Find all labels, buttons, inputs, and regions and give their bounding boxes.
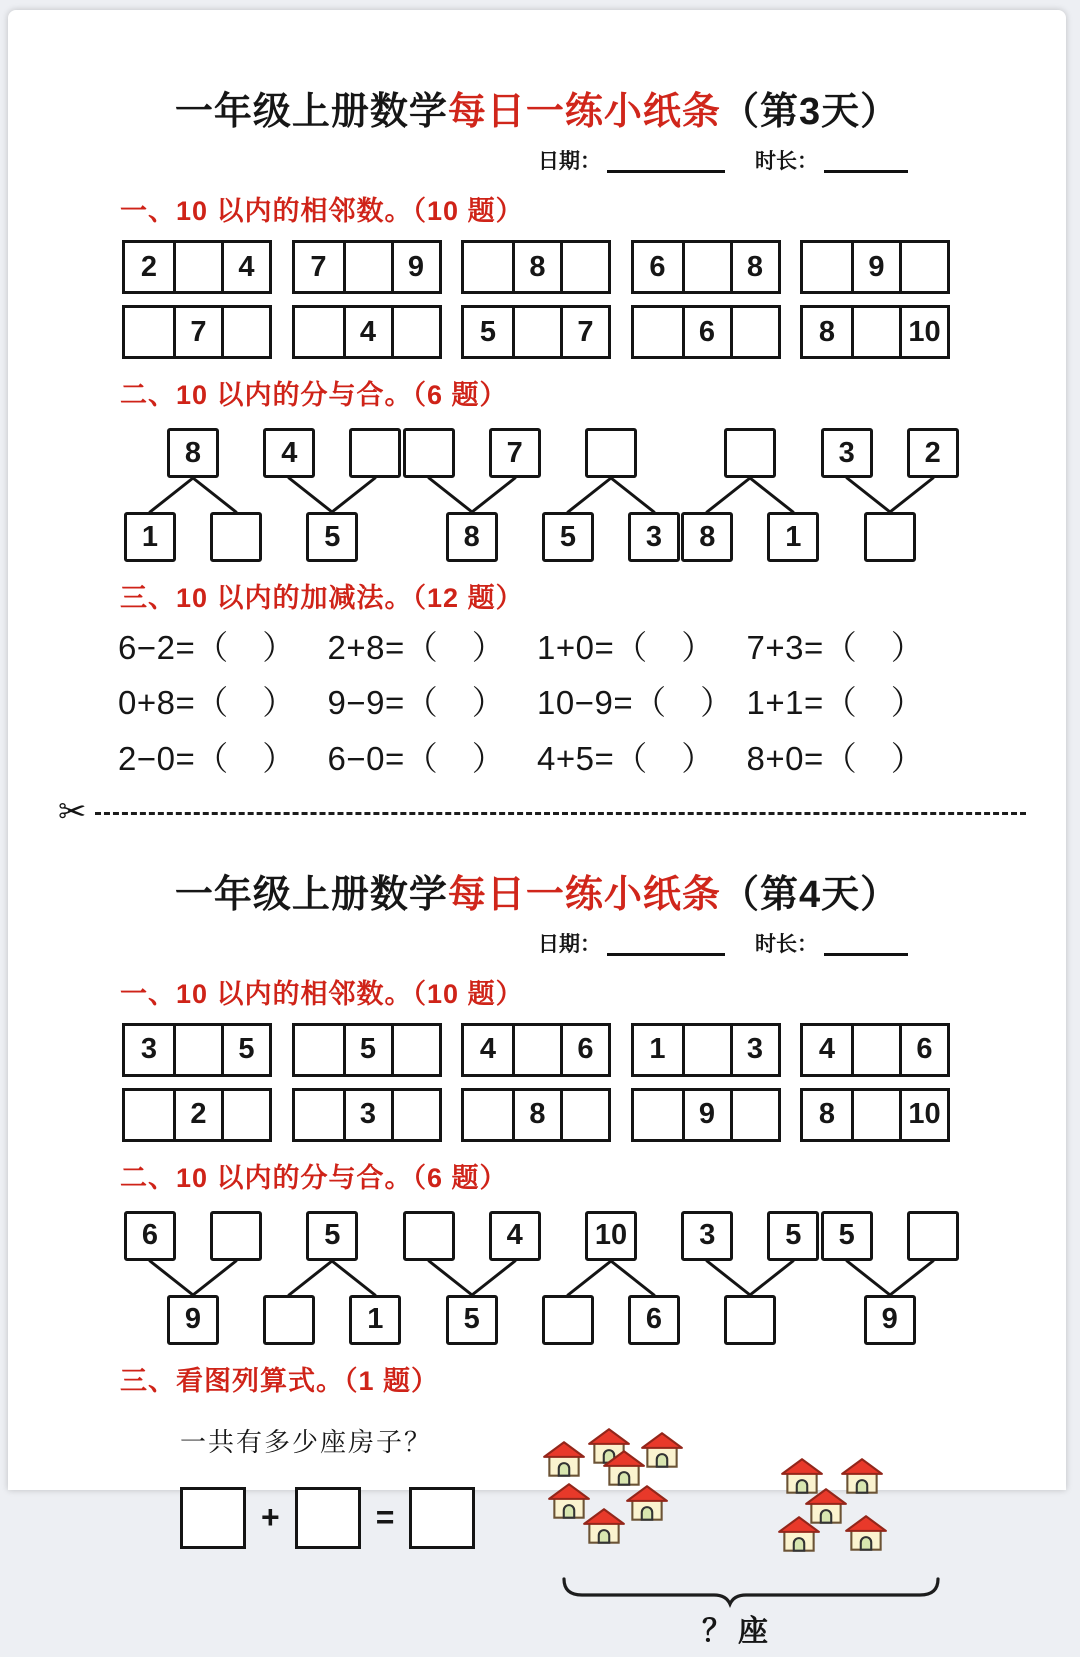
title-part-red: 每日一练小纸条 <box>447 91 721 133</box>
number-cell: 4 <box>479 1033 497 1066</box>
arithmetic-item[interactable]: 2−0=（ ） <box>118 739 296 777</box>
answer-cell[interactable] <box>173 243 221 291</box>
number-cell: 5 <box>479 315 497 348</box>
number-cell: 4 <box>818 1033 836 1066</box>
bond-number-cell: 9 <box>864 1295 916 1345</box>
bond-diagrams <box>118 428 954 562</box>
section-heading-bonds: 二、10 以内的分与合。（6 题） <box>120 1162 508 1193</box>
neighbor-strip <box>631 1023 781 1077</box>
number-bond <box>397 428 536 562</box>
bond-number-cell: 5 <box>821 1211 873 1261</box>
answer-cell[interactable] <box>634 1091 682 1139</box>
number-cell: 7 <box>310 250 327 283</box>
answer-cell[interactable] <box>851 1091 899 1139</box>
answer-cell[interactable] <box>634 308 682 356</box>
answer-cell[interactable] <box>851 308 899 356</box>
neighbor-strip <box>292 1023 442 1077</box>
neighbor-strip <box>122 1023 272 1077</box>
answer-cell[interactable] <box>295 308 343 356</box>
section-heading-neighbors: 一、10 以内的相邻数。（10 题） <box>120 196 524 226</box>
answer-cell[interactable] <box>391 1026 439 1074</box>
answer-cell[interactable] <box>730 308 778 356</box>
number-bond <box>536 428 675 562</box>
bond-answer-cell[interactable] <box>210 512 262 562</box>
number-cell: 3 <box>140 1033 158 1066</box>
number-bond <box>257 1211 396 1345</box>
house-icon <box>843 1513 889 1555</box>
picture-question: 一共有多少座房子？ <box>180 1426 433 1457</box>
scissors-icon: ✂ <box>58 792 87 831</box>
number-cell: 6 <box>649 250 666 283</box>
arithmetic-item[interactable]: 10−9=（ ） <box>537 684 734 722</box>
section-heading-picture: 三、看图列算式。（1 题） <box>120 1365 440 1396</box>
answer-cell[interactable] <box>295 1091 343 1139</box>
bond-number-cell: 6 <box>124 1211 176 1261</box>
duration-label: 时长： <box>755 932 818 956</box>
arithmetic-item[interactable]: 6−0=（ ） <box>327 739 506 777</box>
arithmetic-item[interactable]: 7+3=（ ） <box>746 629 925 666</box>
arithmetic-item[interactable]: 8+0=（ ） <box>746 739 925 777</box>
bond-number-cell: 10 <box>585 1211 637 1261</box>
worksheet-day-4 <box>8 833 1066 1657</box>
answer-cell[interactable] <box>295 1026 343 1074</box>
number-bond <box>118 1211 257 1345</box>
addend-1-box[interactable] <box>180 1487 246 1549</box>
plus-sign: + <box>261 1499 280 1536</box>
number-bond <box>536 1211 675 1345</box>
house-icon <box>776 1514 822 1556</box>
bond-number-cell: 8 <box>681 512 733 562</box>
bond-answer-cell[interactable] <box>210 1211 262 1261</box>
title-part-black: 一年级上册数学 <box>174 873 448 916</box>
houses-figure <box>514 1412 984 1657</box>
number-bond <box>397 1211 536 1345</box>
bond-number-cell: 4 <box>489 1211 541 1261</box>
number-cell: 8 <box>818 315 836 348</box>
neighbor-strip <box>461 1023 611 1077</box>
picture-problem <box>8 1412 1066 1657</box>
number-cell: 5 <box>343 1026 391 1074</box>
number-cell: 8 <box>512 243 560 291</box>
answer-cell[interactable] <box>899 243 947 291</box>
number-cell: 6 <box>899 1026 947 1074</box>
equals-sign: = <box>375 1499 395 1536</box>
page-title <box>8 833 1066 918</box>
duration-label: 时长： <box>755 150 818 173</box>
neighbor-strip <box>122 305 272 359</box>
cut-line <box>58 792 1026 833</box>
neighbor-strip-row <box>122 1023 950 1077</box>
neighbor-strip <box>631 305 781 359</box>
answer-cell[interactable] <box>125 308 173 356</box>
number-cell: 1 <box>649 1033 666 1066</box>
answer-cell[interactable] <box>391 1091 439 1139</box>
number-cell: 7 <box>560 308 608 356</box>
number-cell: 8 <box>818 1098 836 1131</box>
answer-cell[interactable] <box>125 1091 173 1139</box>
answer-cell[interactable] <box>560 243 608 291</box>
neighbor-strip <box>461 240 611 294</box>
number-cell: 6 <box>682 308 730 356</box>
arithmetic-item[interactable]: 1+0=（ ） <box>537 629 715 666</box>
arithmetic-item[interactable]: 2+8=（ ） <box>327 629 506 666</box>
house-icon <box>624 1483 670 1525</box>
bond-number-cell: 3 <box>628 512 680 562</box>
neighbors-grid <box>122 1023 950 1142</box>
answer-cell[interactable] <box>512 308 560 356</box>
number-cell: 9 <box>851 243 899 291</box>
title-part-red: 每日一练小纸条 <box>447 873 721 916</box>
bond-number-cell: 5 <box>306 512 358 562</box>
answer-cell[interactable] <box>391 308 439 356</box>
answer-cell[interactable] <box>464 243 512 291</box>
answer-cell[interactable] <box>803 243 851 291</box>
arithmetic-item[interactable]: 6−2=（ ） <box>118 629 296 666</box>
section-heading-arithmetic: 三、10 以内的加减法。（12 题） <box>120 583 524 613</box>
number-bond <box>815 428 954 562</box>
number-cell: 2 <box>173 1091 221 1139</box>
duration-blank[interactable] <box>824 153 908 173</box>
neighbor-strip <box>800 240 950 294</box>
neighbor-strip-row <box>122 1088 950 1142</box>
neighbor-strip-row <box>122 305 950 359</box>
answer-cell[interactable] <box>221 1091 269 1139</box>
neighbor-strip <box>122 1088 272 1142</box>
number-cell: 3 <box>730 1026 778 1074</box>
number-cell: 4 <box>221 243 269 291</box>
number-bond <box>257 428 396 562</box>
bond-number-cell: 6 <box>628 1295 680 1345</box>
worksheet-day-3 <box>8 10 1066 779</box>
number-cell: 9 <box>682 1091 730 1139</box>
brace-shape <box>562 1578 942 1608</box>
bond-number-cell: 1 <box>349 1295 401 1345</box>
neighbor-strip <box>461 305 611 359</box>
number-bond <box>675 1211 814 1345</box>
bond-answer-cell[interactable] <box>864 512 916 562</box>
house-icon <box>541 1439 587 1481</box>
neighbor-strip <box>800 1088 950 1142</box>
bond-answer-cell[interactable] <box>403 1211 455 1261</box>
house-icon <box>639 1430 685 1472</box>
date-duration-row <box>8 928 1066 958</box>
date-label: 日期： <box>538 150 601 173</box>
neighbor-strip <box>461 1088 611 1142</box>
neighbor-strip <box>292 240 442 294</box>
date-blank[interactable] <box>607 153 725 173</box>
number-cell: 10 <box>899 1091 947 1139</box>
answer-cell[interactable] <box>730 1091 778 1139</box>
title-part-black: 一年级上册数学 <box>174 91 448 133</box>
number-bond <box>118 428 257 562</box>
bond-number-cell: 9 <box>167 1295 219 1345</box>
number-cell: 7 <box>173 308 221 356</box>
answer-cell[interactable] <box>173 1026 221 1074</box>
dashed-line <box>95 812 1027 815</box>
neighbors-grid <box>122 240 950 359</box>
bond-answer-cell[interactable] <box>403 428 455 478</box>
number-cell: 8 <box>512 1091 560 1139</box>
answer-cell[interactable] <box>343 243 391 291</box>
bond-number-cell: 8 <box>446 512 498 562</box>
house-icon <box>581 1506 627 1548</box>
brace-label: ？座 <box>702 1614 774 1648</box>
bond-number-cell: 3 <box>681 1211 733 1261</box>
duration-blank[interactable] <box>824 936 908 956</box>
title-part-day: （第3天） <box>720 91 900 133</box>
neighbor-strip-row <box>122 240 950 294</box>
picture-problem-left <box>180 1412 500 1657</box>
answer-cell[interactable] <box>682 1026 730 1074</box>
bond-answer-cell[interactable] <box>263 1295 315 1345</box>
answer-cell[interactable] <box>512 1026 560 1074</box>
arithmetic-item[interactable]: 0+8=（ ） <box>118 684 296 722</box>
bond-number-cell: 2 <box>907 428 959 478</box>
bond-answer-cell[interactable] <box>349 428 401 478</box>
date-duration-row <box>8 145 1066 175</box>
bond-answer-cell[interactable] <box>542 1295 594 1345</box>
date-label: 日期： <box>538 932 601 956</box>
equation-row <box>180 1487 500 1549</box>
bond-number-cell: 1 <box>124 512 176 562</box>
bond-number-cell: 5 <box>306 1211 358 1261</box>
addend-2-box[interactable] <box>295 1487 361 1549</box>
number-cell: 6 <box>560 1026 608 1074</box>
sum-box[interactable] <box>409 1487 475 1549</box>
bond-number-cell: 5 <box>542 512 594 562</box>
section-heading-bonds: 二、10 以内的分与合。（6 题） <box>120 380 508 410</box>
bond-number-cell: 7 <box>489 428 541 478</box>
worksheet-page <box>8 10 1066 1648</box>
bond-number-cell: 8 <box>167 428 219 478</box>
bond-answer-cell[interactable] <box>585 428 637 478</box>
date-blank[interactable] <box>607 936 725 956</box>
arithmetic-item[interactable]: 9−9=（ ） <box>327 684 506 722</box>
neighbor-strip <box>631 1088 781 1142</box>
answer-cell[interactable] <box>464 1091 512 1139</box>
bond-number-cell: 5 <box>446 1295 498 1345</box>
bond-answer-cell[interactable] <box>724 428 776 478</box>
title-part-day: （第4天） <box>720 873 900 916</box>
section-heading-neighbors: 一、10 以内的相邻数。（10 题） <box>120 978 524 1009</box>
bond-number-cell: 1 <box>767 512 819 562</box>
number-cell: 10 <box>899 308 947 356</box>
answer-cell[interactable] <box>682 243 730 291</box>
bond-answer-cell[interactable] <box>724 1295 776 1345</box>
number-cell: 9 <box>391 243 439 291</box>
neighbor-strip <box>800 305 950 359</box>
answer-cell[interactable] <box>851 1026 899 1074</box>
arithmetic-grid <box>118 627 956 779</box>
bond-answer-cell[interactable] <box>907 1211 959 1261</box>
bond-number-cell: 5 <box>767 1211 819 1261</box>
arithmetic-item[interactable]: 4+5=（ ） <box>537 739 715 777</box>
number-cell: 2 <box>140 250 158 283</box>
number-cell: 4 <box>343 308 391 356</box>
bond-diagrams <box>118 1211 954 1345</box>
neighbor-strip <box>292 305 442 359</box>
neighbor-strip <box>292 1088 442 1142</box>
number-cell: 8 <box>730 243 778 291</box>
answer-cell[interactable] <box>560 1091 608 1139</box>
bond-number-cell: 3 <box>821 428 873 478</box>
arithmetic-item[interactable]: 1+1=（ ） <box>746 684 925 722</box>
number-bond <box>815 1211 954 1345</box>
number-bond <box>675 428 814 562</box>
number-cell: 3 <box>343 1091 391 1139</box>
neighbor-strip <box>800 1023 950 1077</box>
neighbor-strip <box>631 240 781 294</box>
neighbor-strip <box>122 240 272 294</box>
answer-cell[interactable] <box>221 308 269 356</box>
number-cell: 5 <box>221 1026 269 1074</box>
page-title <box>8 10 1066 135</box>
bond-number-cell: 4 <box>263 428 315 478</box>
